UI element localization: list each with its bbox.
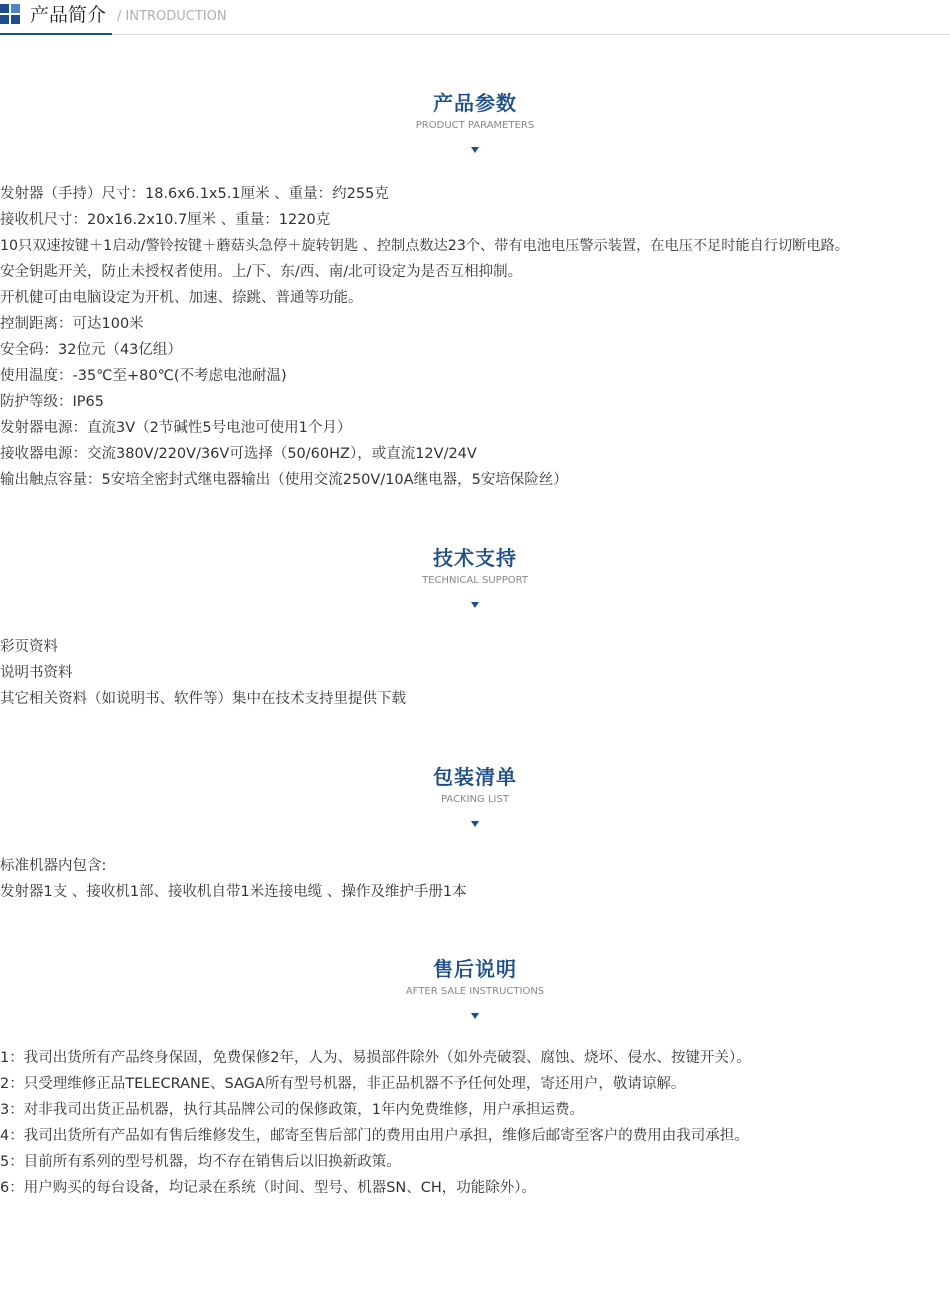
list-item: 5：目前所有系列的型号机器，均不存在销售后以旧换新政策。 xyxy=(0,1154,401,1170)
triangle-down-icon xyxy=(471,602,479,608)
triangle-down-icon xyxy=(471,821,479,827)
intro-header xyxy=(0,0,950,35)
header-title: 产品简介 xyxy=(30,4,107,26)
list-item: 标准机器内包含: xyxy=(0,858,107,874)
list-item: 其它相关资料（如说明书、软件等）集中在技术支持里提供下载 xyxy=(0,691,406,707)
list-item: 发射器电源：直流3V（2节碱性5号电池可使用1个月） xyxy=(0,420,352,436)
section-subtitle: PRODUCT PARAMETERS xyxy=(415,120,535,131)
list-item: 10只双速按键＋1启动/警铃按键＋蘑菇头急停＋旋转钥匙 、控制点数达23个、带有电池电压警示装置，在电压不足时能自行切断电路。 xyxy=(0,238,849,254)
list-item: 安全钥匙开关，防止未授权者使用。上/下、东/西、南/北可设定为是否互相抑制。 xyxy=(0,264,523,280)
list-item: 彩页资料 xyxy=(0,639,58,655)
triangle-down-icon xyxy=(471,1013,479,1019)
triangle-down-icon xyxy=(471,147,479,153)
section-heading-technical-support xyxy=(0,544,950,608)
product-parameters-list xyxy=(0,181,849,493)
list-item: 输出触点容量：5安培全密封式继电器输出（使用交流250V/10A继电器，5安培保险丝） xyxy=(0,472,568,488)
section-title: 产品参数 xyxy=(433,91,517,115)
section-title: 技术支持 xyxy=(433,546,517,570)
list-item: 1：我司出货所有产品终身保固，免费保修2年，人为、易损部件除外（如外壳破裂、腐蚀、烧坏、侵水、按键开关）。 xyxy=(0,1050,751,1066)
after-sale-list xyxy=(0,1045,751,1201)
section-title: 包装清单 xyxy=(433,765,517,789)
section-title: 售后说明 xyxy=(433,957,517,981)
list-item: 发射器（手持）尺寸：18.6x6.1x5.1厘米 、重量：约255克 xyxy=(0,186,389,202)
section-heading-packing-list xyxy=(0,763,950,827)
list-item: 说明书资料 xyxy=(0,665,73,681)
grid-icon xyxy=(0,4,20,24)
list-item: 防护等级：IP65 xyxy=(0,394,104,410)
technical-support-list xyxy=(0,634,406,712)
list-item: 发射器1支 、接收机1部、接收机自带1米连接电缆 、操作及维护手册1本 xyxy=(0,884,467,900)
section-subtitle: AFTER SALE INSTRUCTIONS xyxy=(405,986,545,997)
list-item: 使用温度：-35℃至+80℃(不考虑电池耐温) xyxy=(0,368,287,384)
list-item: 接收器电源：交流380V/220V/36V可选择（50/60HZ），或直流12V/24V xyxy=(0,446,477,462)
list-item: 控制距离：可达100米 xyxy=(0,316,144,332)
section-subtitle: PACKING LIST xyxy=(441,794,509,805)
list-item: 接收机尺寸：20x16.2x10.7厘米 、重量：1220克 xyxy=(0,212,331,228)
header-subtitle: / INTRODUCTION xyxy=(117,9,227,24)
list-item: 6：用户购买的每台设备，均记录在系统（时间、型号、机器SN、CH，功能除外）。 xyxy=(0,1180,537,1196)
header-underline xyxy=(0,33,112,35)
list-item: 3：对非我司出货正品机器，执行其品牌公司的保修政策，1年内免费维修，用户承担运费。 xyxy=(0,1102,584,1118)
list-item: 4：我司出货所有产品如有售后维修发生，邮寄至售后部门的费用由用户承担，维修后邮寄至客户的费用由我司承担。 xyxy=(0,1128,749,1144)
packing-list xyxy=(0,853,467,905)
section-subtitle: TECHNICAL SUPPORT xyxy=(422,575,528,586)
section-heading-product-parameters xyxy=(0,89,950,153)
section-heading-after-sale xyxy=(0,955,950,1019)
list-item: 2：只受理维修正品TELECRANE、SAGA所有型号机器，非正品机器不予任何处理，寄还用户，敬请谅解。 xyxy=(0,1076,686,1092)
list-item: 安全码：32位元（43亿组） xyxy=(0,342,182,358)
list-item: 开机健可由电脑设定为开机、加速、捺跳、普通等功能。 xyxy=(0,290,363,306)
